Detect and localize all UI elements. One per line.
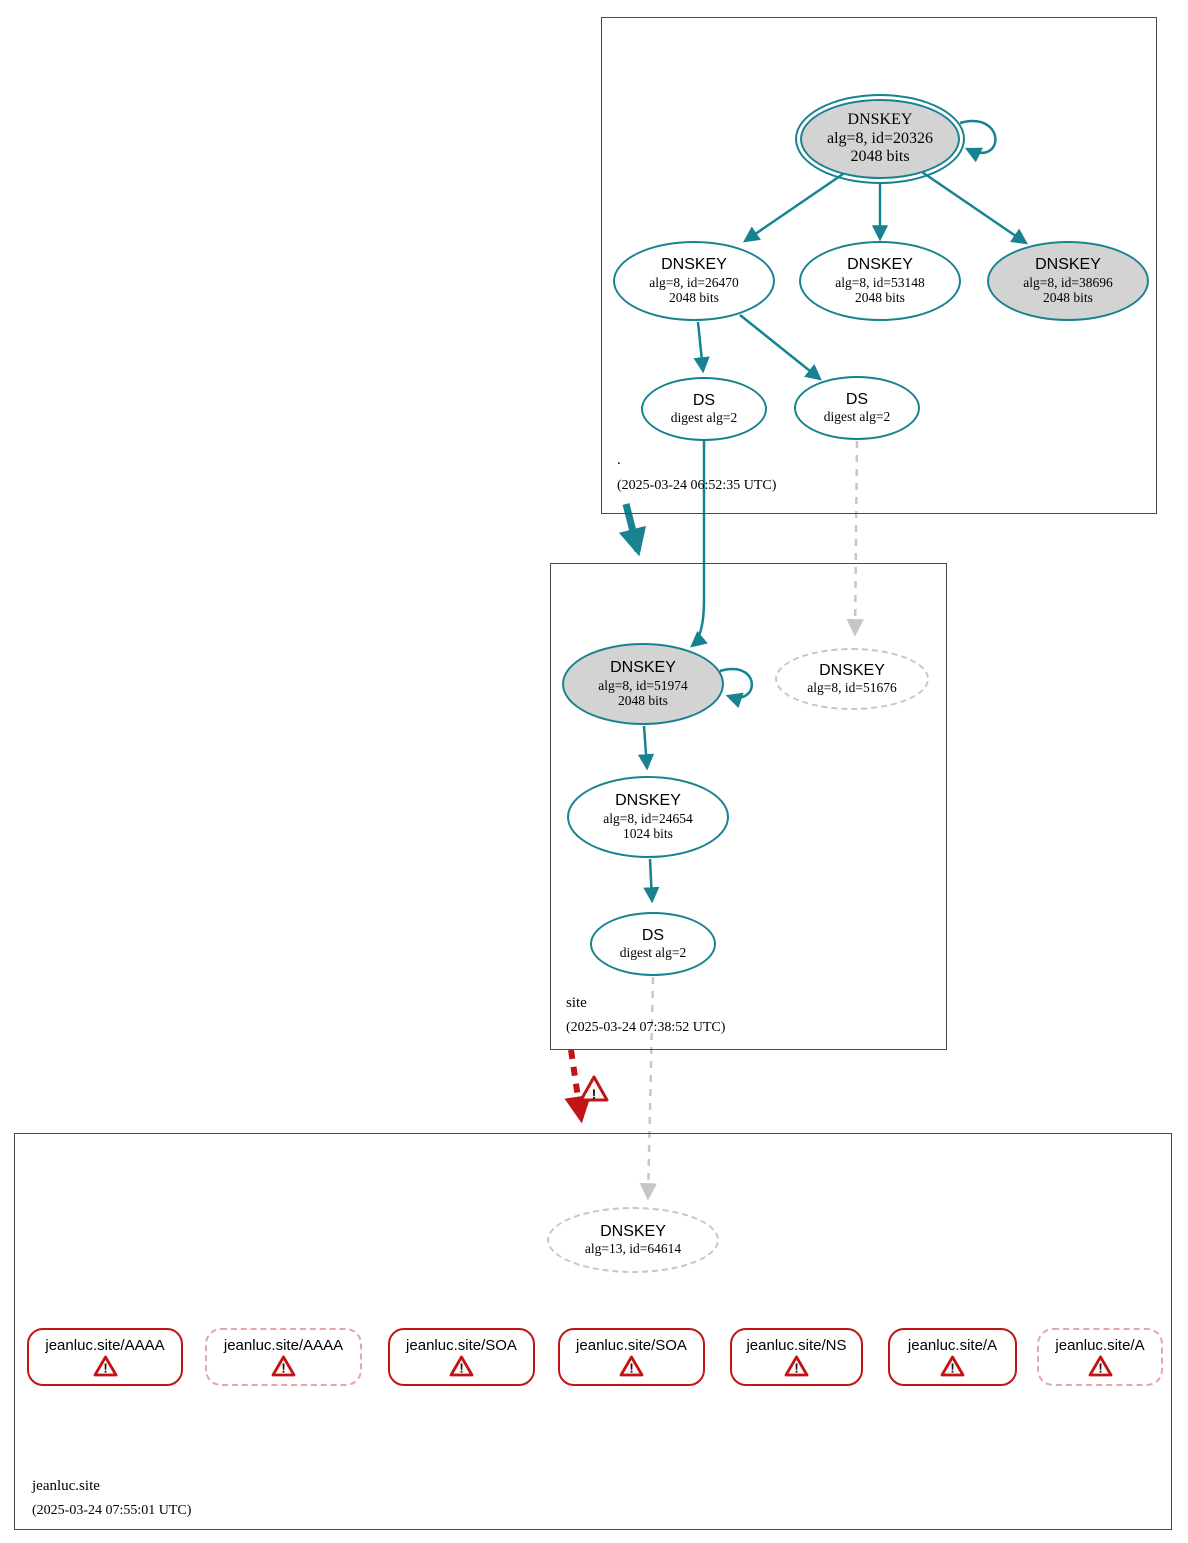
node-title: DNSKEY <box>819 662 885 680</box>
zone-timestamp-root: (2025-03-24 06:52:35 UTC) <box>617 478 777 493</box>
dnskey-site-ksk-51974 <box>562 643 724 725</box>
node-detail: 2048 bits <box>850 148 910 166</box>
warning-icon <box>784 1355 809 1377</box>
node-detail: alg=8, id=20326 <box>826 129 934 147</box>
node-detail: alg=8, id=38696 <box>1023 274 1113 290</box>
node-title: DNSKEY <box>615 792 681 810</box>
node-detail: alg=8, id=51676 <box>807 680 897 696</box>
node-title: DNSKEY <box>847 111 913 129</box>
ds-root-2 <box>794 376 920 440</box>
rrset-jeanluc-a-nonexistent <box>1037 1328 1163 1386</box>
zone-name-site: site <box>566 995 587 1011</box>
dnskey-root-53148 <box>799 241 961 321</box>
rrset-label: jeanluc.site/AAAA <box>45 1337 165 1354</box>
dnskey-root-ksk-20326 <box>795 94 965 184</box>
node-detail: digest alg=2 <box>823 409 891 425</box>
node-detail: 2048 bits <box>855 290 905 306</box>
svg-text:!: ! <box>629 1360 634 1376</box>
dnskey-site-51676-nonexistent <box>775 648 929 710</box>
svg-text:!: ! <box>1097 1360 1103 1376</box>
rrset-label: jeanluc.site/NS <box>746 1337 847 1354</box>
zone-name-root: . <box>617 452 621 468</box>
node-title: DNSKEY <box>1035 256 1101 274</box>
rrset-label: jeanluc.site/SOA <box>576 1337 687 1354</box>
warning-icon <box>449 1355 474 1377</box>
node-detail: 2048 bits <box>669 290 719 306</box>
node-title: DNSKEY <box>610 659 676 677</box>
dnskey-jeanluc-64614 <box>547 1207 719 1273</box>
rrset-label: jeanluc.site/A <box>1055 1337 1145 1354</box>
ds-site <box>590 912 716 976</box>
node-title: DS <box>692 392 716 410</box>
dnskey-root-38696 <box>987 241 1149 321</box>
rrset-jeanluc-aaaa-nonexistent <box>205 1328 362 1386</box>
node-detail: digest alg=2 <box>670 410 738 426</box>
ds-root-1 <box>641 377 767 441</box>
node-title: DNSKEY <box>847 256 913 274</box>
node-detail: alg=8, id=53148 <box>835 274 925 290</box>
delegation-warning-icon <box>581 1077 607 1102</box>
node-title: DS <box>845 391 869 409</box>
svg-text:!: ! <box>591 1086 597 1102</box>
svg-text:!: ! <box>102 1360 108 1376</box>
node-title: DNSKEY <box>600 1223 666 1241</box>
zone-timestamp-site: (2025-03-24 07:38:52 UTC) <box>566 1020 726 1035</box>
svg-text:!: ! <box>794 1360 799 1376</box>
node-detail: alg=8, id=51974 <box>598 677 688 693</box>
warning-icon <box>93 1355 118 1377</box>
warning-icon <box>271 1355 296 1377</box>
svg-text:!: ! <box>459 1360 464 1376</box>
node-detail: alg=8, id=24654 <box>603 810 693 826</box>
node-title: DS <box>641 927 665 945</box>
dnskey-root-26470 <box>613 241 775 321</box>
svg-text:!: ! <box>950 1360 955 1376</box>
dnskey-site-zsk-24654 <box>567 776 729 858</box>
rrset-jeanluc-ns <box>730 1328 863 1386</box>
rrset-label: jeanluc.site/SOA <box>406 1337 517 1354</box>
rrset-jeanluc-soa-1 <box>388 1328 535 1386</box>
rrset-jeanluc-aaaa <box>27 1328 183 1386</box>
node-detail: alg=13, id=64614 <box>584 1241 682 1257</box>
zone-name-jeanluc-site: jeanluc.site <box>32 1478 100 1494</box>
node-detail: 2048 bits <box>1043 290 1093 306</box>
node-title: DNSKEY <box>661 256 727 274</box>
node-detail: digest alg=2 <box>619 945 687 961</box>
edge-delegation-site-to-jeanluc-bogus <box>571 1050 581 1118</box>
warning-icon <box>619 1355 644 1377</box>
rrset-label: jeanluc.site/AAAA <box>223 1337 344 1354</box>
rrset-jeanluc-a <box>888 1328 1017 1386</box>
svg-text:!: ! <box>281 1360 286 1376</box>
node-detail: 2048 bits <box>618 693 668 709</box>
rrset-jeanluc-soa-2 <box>558 1328 705 1386</box>
warning-icon <box>940 1355 965 1377</box>
warning-icon <box>1088 1355 1113 1377</box>
rrset-label: jeanluc.site/A <box>907 1337 998 1354</box>
zone-timestamp-jeanluc-site: (2025-03-24 07:55:01 UTC) <box>32 1503 192 1518</box>
node-detail: alg=8, id=26470 <box>649 274 739 290</box>
node-detail: 1024 bits <box>623 826 673 842</box>
